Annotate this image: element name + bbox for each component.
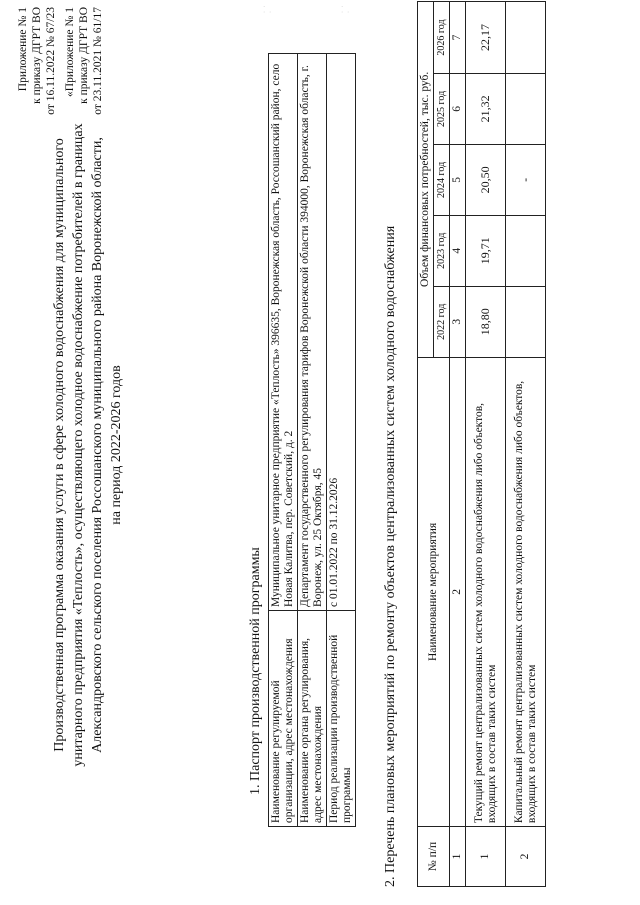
appendix-line: Приложение № 1 <box>17 7 29 92</box>
table-header-row <box>418 2 434 887</box>
section2-heading: 2. Перечень плановых мероприятий по ремонту объектов централизованных систем холодного водоснабжения <box>383 225 398 887</box>
table-row <box>327 54 356 827</box>
column-index: 6 <box>450 73 466 144</box>
document-title <box>50 115 126 775</box>
value-cell: - <box>506 144 546 215</box>
scan-artifact: · · · <box>340 4 352 13</box>
appendix-line: от 16.11.2022 № 67/23 <box>45 7 57 115</box>
value-cell <box>506 215 546 286</box>
year-header: 2026 год <box>434 2 450 74</box>
year-header: 2022 год <box>434 286 450 357</box>
title-line: унитарного предприятия «Теплость», осуществляющего холодное водоснабжение потребителей в границах <box>71 123 86 767</box>
passport-table <box>268 53 356 827</box>
year-header: 2025 год <box>434 73 450 144</box>
column-index-row <box>450 2 466 887</box>
scan-artifact: · · · <box>262 4 274 13</box>
appendix-line: к приказу ДГРТ ВО <box>31 7 43 104</box>
value-cell: 21,32 <box>466 73 506 144</box>
year-header: 2024 год <box>434 144 450 215</box>
measure-name: Текущий ремонт централизованных систем холодного водоснабжения либо объектов, входящих в состав таких систем <box>466 357 506 826</box>
passport-value: с 01.01.2022 по 31.12.2026 <box>327 54 356 611</box>
col-header-name: Наименование мероприятия <box>418 357 450 826</box>
value-cell: 18,80 <box>466 286 506 357</box>
row-number: 2 <box>506 827 546 887</box>
title-line: Александровского сельского поселения Россошанского муниципального района Воронежской области, <box>90 137 105 753</box>
value-cell <box>506 2 546 74</box>
title-line: Производственная программа оказания услуги в сфере холодного водоснабжения для муниципального <box>52 138 67 752</box>
title-line: на период 2022-2026 годов <box>109 365 124 525</box>
column-index: 7 <box>450 2 466 74</box>
appendix-line: к приказу ДГРТ ВО <box>78 7 90 104</box>
column-index: 1 <box>450 827 466 887</box>
row-number: 1 <box>466 827 506 887</box>
value-cell <box>506 286 546 357</box>
column-index: 4 <box>450 215 466 286</box>
column-index: 5 <box>450 144 466 215</box>
appendix-line: от 23.11.2021 № 61/17 <box>92 7 104 115</box>
passport-label: Наименование органа регулирования, адрес местонахождения <box>298 611 327 827</box>
table-row <box>506 2 546 887</box>
value-cell: 20,50 <box>466 144 506 215</box>
year-header: 2023 год <box>434 215 450 286</box>
value-cell: 19,71 <box>466 215 506 286</box>
value-cell <box>506 73 546 144</box>
appendix-line: «Приложение № 1 <box>64 7 76 97</box>
measure-name: Капитальный ремонт централизованных систем холодного водоснабжения либо объектов, входящих в состав таких систем <box>506 357 546 826</box>
column-index: 2 <box>450 357 466 826</box>
col-header-num: № п/п <box>418 827 450 887</box>
column-index: 3 <box>450 286 466 357</box>
passport-label: Наименование регулируемой организации, адрес местонахождения <box>269 611 298 827</box>
repair-plan-table <box>417 1 546 887</box>
section1-heading: 1. Паспорт производственной программы <box>248 547 263 795</box>
table-row <box>298 54 327 827</box>
passport-value: Муниципальное унитарное предприятие «Теплость» 396635, Воронежская область, Россошанский район, село Новая Калитва, пер. Советский, д. 2 <box>269 54 298 611</box>
table-row <box>269 54 298 827</box>
col-header-volume: Объем финансовых потребностей, тыс. руб. <box>418 2 434 358</box>
passport-label: Период реализации производственной программы <box>327 611 356 827</box>
passport-value: Департамент государственного регулирования тарифов Воронежской области 394000, Воронежская область, г. Воронеж, ул. 25 Октября, 45 <box>298 54 327 611</box>
table-row <box>466 2 506 887</box>
value-cell: 22,17 <box>466 2 506 74</box>
